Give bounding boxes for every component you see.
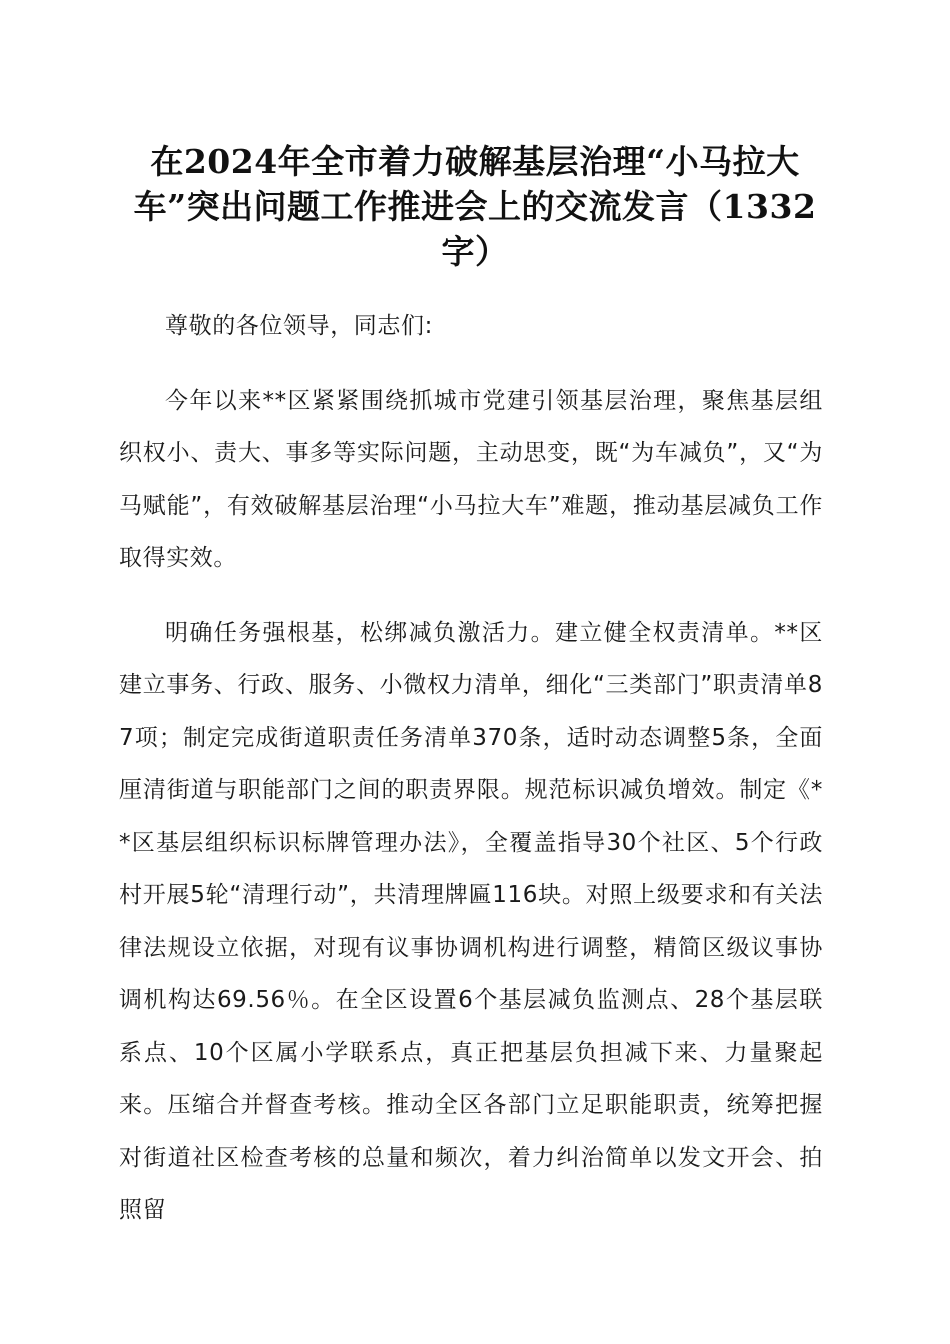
document-title: 在2024年全市着力破解基层治理“小马拉大车”突出问题工作推进会上的交流发言（1332字） [133, 142, 817, 271]
paragraph-tasks: 明确任务强根基，松绑减负激活力。建立健全权责清单。**区建立事务、行政、服务、小微权力清单，细化“三类部门”职责清单87项；制定完成街道职责任务清单370条，适时动态调整5条，全面厘清街道与职能部门之间的职责界限。规范标识减负增效。制定《**区基层组织标识标牌管理办法》，全覆盖指导30个社区、5个行政村开展5轮“清理行动”，共清理牌匾116块。对照上级要求和有关法律法规设立依据，对现有议事协调机构进行调整，精简区级议事协调机构达69.56％。在全区设置6个基层减负监测点、28个基层联系点、10个区属小学联系点，真正把基层负担减下来、力量聚起来。压缩合并督查考核。推动全区各部门立足职能职责，统筹把握对街道社区检查考核的总量和频次，着力纠治简单以发文开会、拍照留 [119, 619, 823, 1223]
paragraph-intro: 今年以来**区紧紧围绕抓城市党建引领基层治理，聚焦基层组织权小、责大、事多等实际问题，主动思变，既“为车减负”，又“为马赋能”，有效破解基层治理“小马拉大车”难题，推动基层减负工作取得实效。 [119, 387, 823, 571]
salutation: 尊敬的各位领导，同志们: [165, 313, 433, 339]
document-body [119, 300, 823, 1237]
